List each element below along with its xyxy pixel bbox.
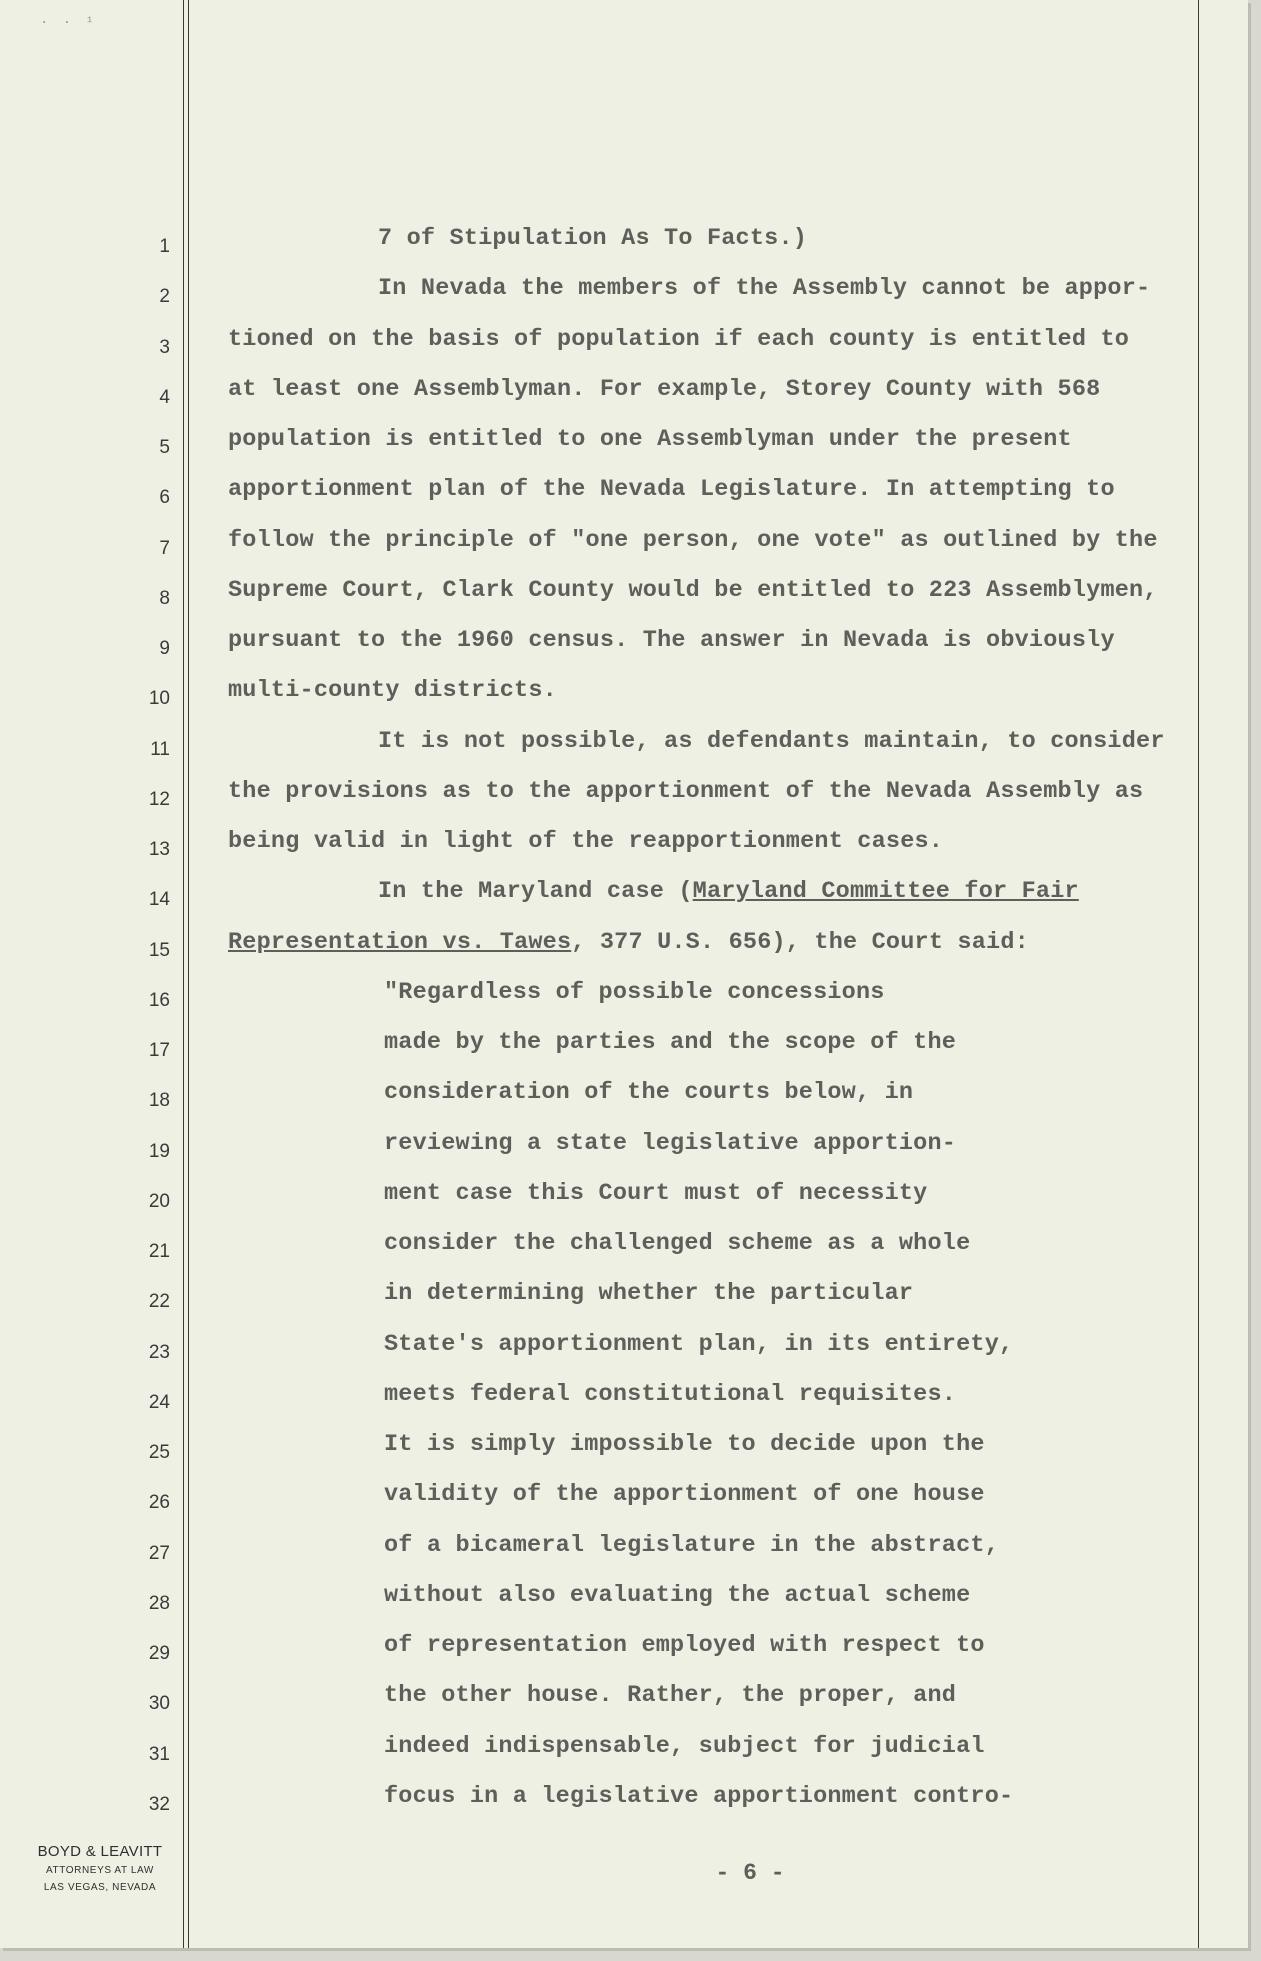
text-line: being valid in light of the reapportionment cases. (228, 828, 944, 855)
line-number: 7 (159, 537, 170, 559)
line-number: 31 (148, 1743, 170, 1765)
quote-line: the other house. Rather, the proper, and (384, 1682, 957, 1710)
paper-speck-mark: · · ¹ (40, 15, 98, 31)
text-line: Supreme Court, Clark County would be entitled to 223 Assemblymen, (228, 576, 1158, 604)
quote-line: "Regardless of possible concessions (384, 978, 885, 1006)
line-number: 16 (148, 989, 170, 1011)
line-number: 24 (148, 1391, 170, 1413)
text-line: 7 of Stipulation As To Facts.) (378, 225, 808, 252)
line-number: 6 (159, 487, 170, 509)
line-number: 25 (148, 1442, 170, 1463)
line-number: 2 (159, 286, 170, 308)
quote-line: consider the challenged scheme as a whole (384, 1230, 971, 1257)
line-number: 11 (150, 738, 170, 760)
line-number: 29 (148, 1643, 170, 1664)
line-number: 23 (148, 1341, 170, 1363)
firm-title: ATTORNEYS AT LAW (46, 1865, 154, 1876)
line-number: 21 (148, 1241, 170, 1262)
line-number: 9 (159, 638, 170, 659)
line-number: 26 (148, 1492, 170, 1514)
quote-line: of a bicameral legislature in the abstract, (384, 1531, 999, 1559)
quote-line: ment case this Court must of necessity (384, 1179, 928, 1207)
line-number: 27 (148, 1542, 170, 1564)
quote-line: indeed indispensable, subject for judicial (384, 1732, 985, 1760)
firm-name: BOYD & LEAVITT (37, 1843, 163, 1860)
quote-line: of representation employed with respect to (384, 1632, 985, 1659)
page-number: - 6 - (715, 1860, 785, 1886)
left-margin-rule (183, 0, 184, 1948)
quote-line: reviewing a state legislative apportion- (384, 1129, 957, 1157)
quote-line: validity of the apportionment of one house (384, 1481, 985, 1509)
paragraph-first-line: In Nevada the members of the Assembly cannot be appor- (378, 275, 1151, 303)
quote-line: It is simply impossible to decide upon the (384, 1431, 985, 1458)
line-number: 8 (159, 587, 170, 609)
text-line: apportionment plan of the Nevada Legislature. In attempting to (228, 476, 1115, 504)
line-number: 19 (148, 1140, 170, 1162)
document-body-text (228, 218, 1208, 1826)
line-number: 28 (148, 1592, 170, 1614)
quote-line: focus in a legislative apportionment contro- (384, 1782, 1014, 1810)
paragraph-first-line (228, 871, 1208, 921)
line-number: 3 (159, 336, 170, 358)
line-number: 15 (148, 939, 170, 961)
quote-line: consideration of the courts below, in (384, 1079, 914, 1107)
quote-line: State's apportionment plan, in its entirety, (384, 1330, 1014, 1358)
text-line: pursuant to the 1960 census. The answer in Nevada is obviously (228, 627, 1115, 654)
line-number: 22 (148, 1291, 170, 1313)
pleading-line-numbers (130, 231, 170, 1839)
text-line: multi-county districts. (228, 677, 557, 705)
quote-line: without also evaluating the actual scheme (384, 1581, 971, 1609)
line-number: 30 (148, 1693, 170, 1715)
quote-line: meets federal constitutional requisites. (384, 1380, 957, 1408)
line-number: 32 (148, 1793, 170, 1815)
quote-line: in determining whether the particular (384, 1280, 914, 1308)
text-line: tioned on the basis of population if each county is entitled to (228, 325, 1130, 353)
law-firm-block (10, 1842, 190, 1896)
line-number: 17 (148, 1040, 170, 1061)
text-line (228, 922, 1208, 972)
quote-line: made by the parties and the scope of the (384, 1029, 957, 1056)
line-number: 4 (159, 386, 170, 408)
line-number: 1 (159, 236, 170, 257)
line-number: 13 (148, 839, 170, 860)
line-number: 5 (159, 437, 170, 458)
firm-location: LAS VEGAS, NEVADA (43, 1882, 157, 1893)
line-number: 10 (148, 688, 170, 710)
text-line: follow the principle of "one person, one vote" as outlined by the (228, 526, 1158, 554)
paragraph-first-line: It is not possible, as defendants maintain, to consider (378, 727, 1165, 755)
case-citation-underlined: Representation vs. Tawes (228, 928, 572, 956)
line-number: 12 (148, 788, 170, 810)
text-segment: In the Maryland case ( (378, 878, 693, 906)
text-line: the provisions as to the apportionment of the Nevada Assembly as (228, 777, 1144, 805)
text-line: at least one Assemblyman. For example, Storey County with 568 (228, 375, 1101, 403)
text-line: population is entitled to one Assemblyman under the present (228, 426, 1072, 453)
line-number: 14 (148, 889, 170, 911)
line-number: 20 (148, 1190, 170, 1212)
left-margin-rule-inner (188, 0, 189, 1948)
case-citation-underlined: Maryland Committee for Fair (692, 878, 1079, 906)
text-segment: , 377 U.S. 656), the Court said: (571, 928, 1029, 956)
line-number: 18 (148, 1090, 170, 1112)
